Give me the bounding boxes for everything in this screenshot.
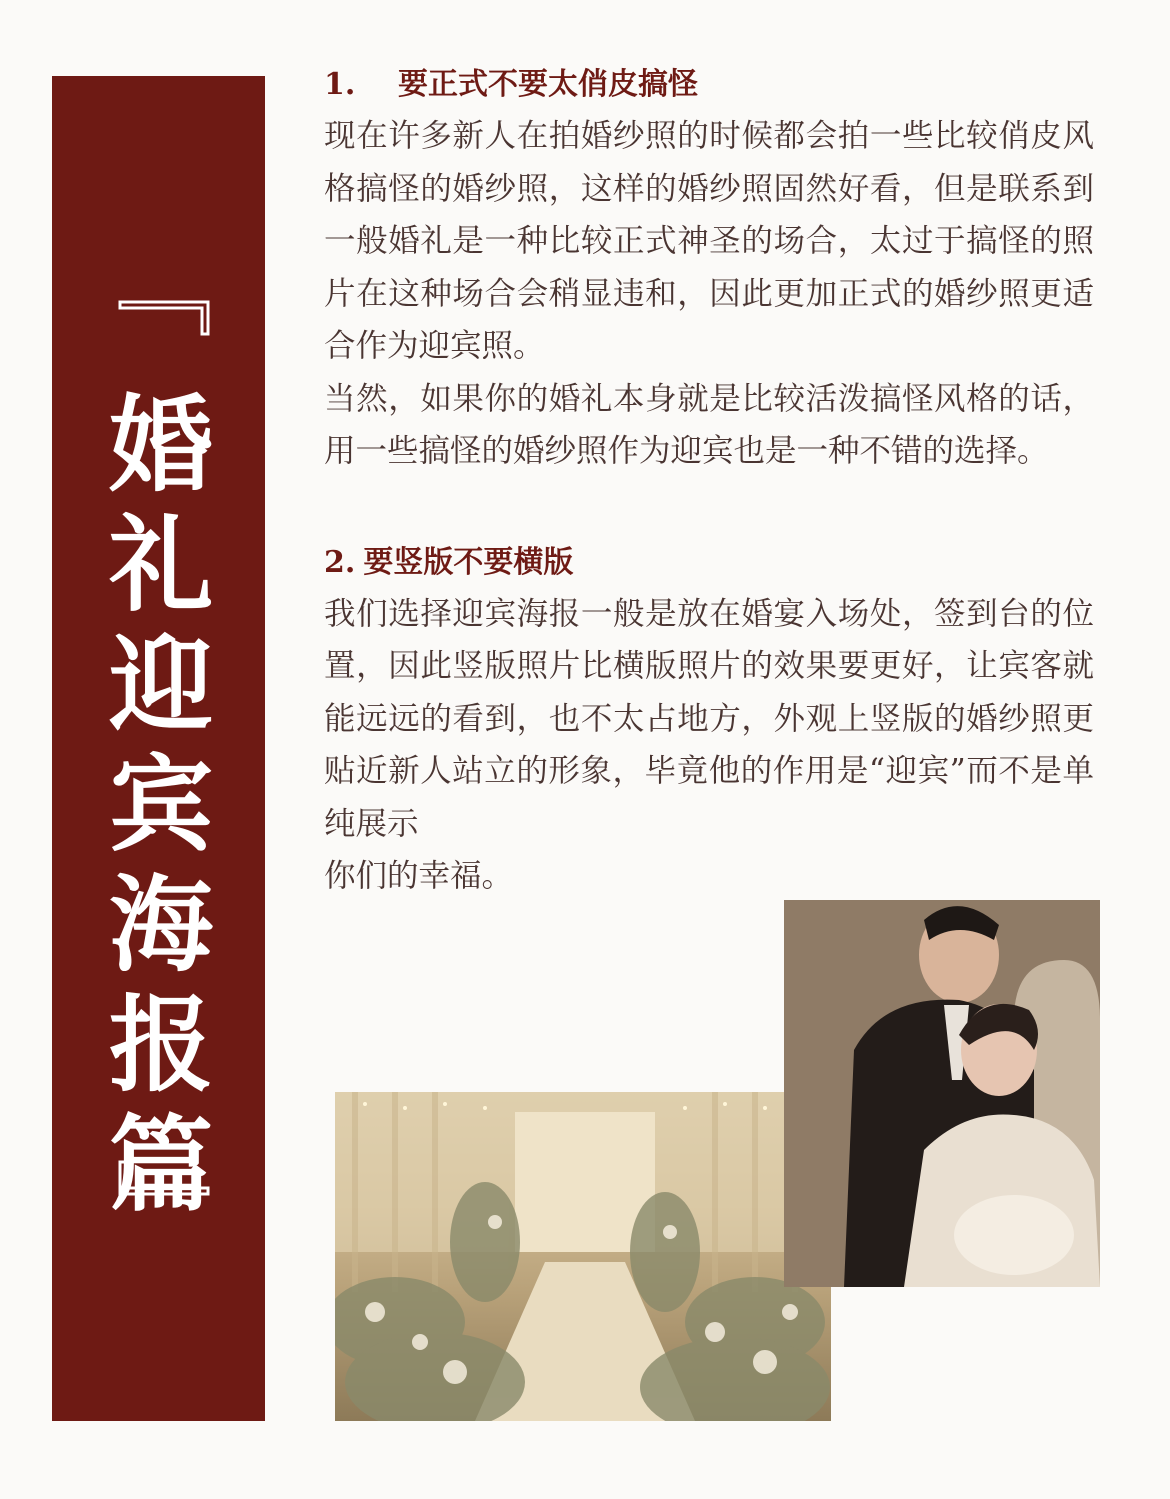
section-1-paragraph-2: 当然，如果你的婚礼本身就是比较活泼搞怪风格的话，用一些搞怪的婚纱照作为迎宾也是一种不错的选择。	[324, 380, 1094, 469]
section-1-paragraph-1: 现在许多新人在拍婚纱照的时候都会拍一些比较俏皮风格搞怪的婚纱照，这样的婚纱照固然好看，但是联系到一般婚礼是一种比较正式神圣的场合，太过于搞怪的照片在这种场合会稍显违和，因此更加正式的婚纱照更适合作为迎宾照。	[324, 118, 1094, 364]
section-2	[324, 538, 1094, 903]
banner-title: 婚礼迎宾海报篇	[108, 384, 213, 1226]
section-2-title: 要竖版不要横版	[363, 544, 574, 580]
section-1-title: 要正式不要太俏皮搞怪	[398, 67, 698, 102]
corner-bracket-bottom-icon	[118, 1160, 210, 1196]
section-2-paragraph-1: 我们选择迎宾海报一般是放在婚宴入场处，签到台的位置，因此竖版照片比横版照片的效果要更好，让宾客就能远远的看到，也不太占地方，外观上竖版的婚纱照更贴近新人站立的形象，毕竟他的作用是“迎宾”而不是单纯展示	[324, 595, 1094, 842]
section-2-paragraph-2: 你们的幸福。	[324, 858, 514, 894]
article-content	[324, 60, 1094, 903]
section-2-number: 2.	[324, 544, 356, 580]
section-2-heading	[324, 538, 1094, 588]
wedding-venue-photo	[335, 1092, 831, 1421]
couple-portrait-photo	[784, 900, 1100, 1287]
corner-bracket-top-icon	[118, 300, 210, 336]
section-1-number: 1.	[324, 67, 356, 102]
section-1-heading	[324, 60, 1094, 110]
